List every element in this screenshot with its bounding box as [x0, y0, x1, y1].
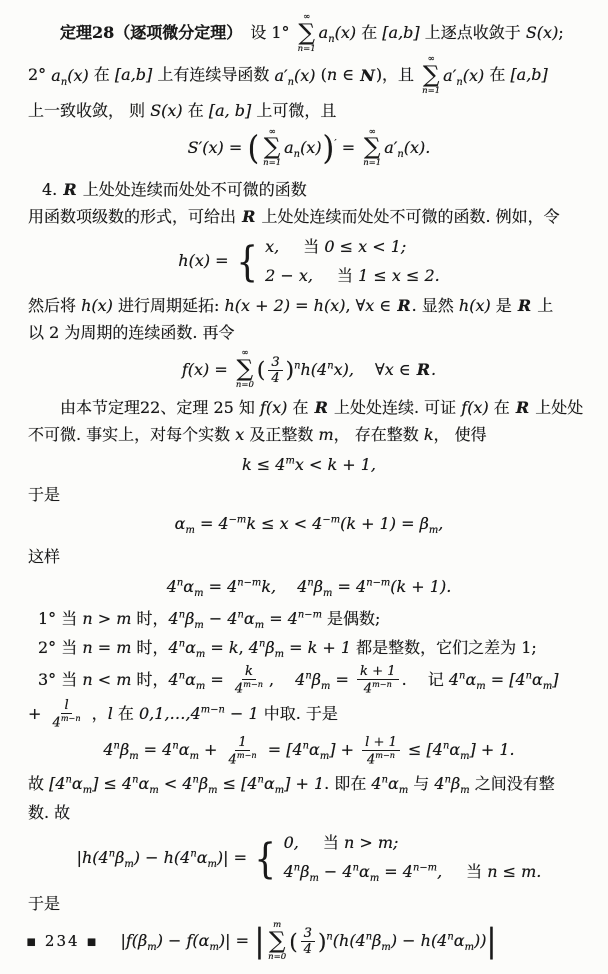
brace-icon: {: [236, 236, 258, 286]
text-line: + $\frac{l}{4^{m-n}}$ ，l 在 $0,1,\dots,4^{m-n} - 1$ 中取. 于是: [28, 697, 338, 731]
text-line: 于是: [28, 894, 61, 914]
formula-line: $|f(\beta_m) - f(\alpha_m)|$ = | m ∑ n=0 ( $\frac{3}{4}$ )$^n(h(4^n\beta_m) - h(4^n\alpha_m))|$: [120, 920, 497, 962]
text-line: 用函数项级数的形式，可给出 R 上处处连续而处处不可微的函数. 例如，令: [28, 206, 560, 226]
text-line: 这样: [28, 546, 61, 566]
text-line: 由本节定理22、定理 25 知 f(x) 在 R 上处处连续. 可证 f(x) 在 R 上处处: [60, 397, 584, 417]
fraction: $\frac{l + 1}{4^{m-n}}$: [362, 735, 400, 768]
text-line: 于是: [28, 484, 61, 504]
text-line: 故 $[4^n\alpha_m] \le 4^n\alpha_m < 4^n\beta_m \le [4^n\alpha_m] + 1$. 即在 $4^n\alpha_m$ 与 $4^n\beta_m$ 之间没有整: [28, 774, 555, 797]
text-line: 2° 当 n = m 时，$4^n\alpha_m = k$, $4^n\beta_m = k + 1$ 都是整数，它们之差为 1;: [38, 638, 537, 661]
text-line: 4. R 上处处连续而处处不可微的函数: [42, 180, 307, 200]
fraction: $\frac{k + 1}{4^{m-n}}$: [357, 664, 399, 697]
piecewise-cases: { x, 当 0 ≤ x < 1; 2 − x, 当 1 ≤ x ≤ 2.: [236, 236, 440, 286]
fraction: $\frac{3}{4}$: [268, 355, 282, 386]
summation-symbol: m ∑ n=0: [268, 920, 287, 962]
text-line: 然后将 h(x) 进行周期延拓: h(x + 2) = h(x), ∀x ∈ R. 显然 h(x) 是 R 上: [28, 295, 554, 315]
fraction: $\frac{3}{4}$: [301, 926, 315, 957]
text-line: 定理28（逐项微分定理） 设 1° ∞ ∑ n=1 $a_n(x)$ 在 [a,b] 上逐点收敛于 S(x);: [60, 12, 564, 54]
formula-line: $\alpha_m = 4^{-m}k \le x < 4^{-m}(k + 1) = \beta_m$,: [174, 514, 444, 537]
formula-line: $|h(4^n\beta_m) - h(4^n\alpha_m)|$ = { 0, 当 n > m; $4^n\beta_m - 4^n\alpha_m = 4^{n-m}$, 当 n ≤ m.: [28, 830, 590, 887]
summation-symbol: ∞ ∑ n=1: [363, 126, 382, 169]
summation-symbol: ∞ ∑ n=1: [297, 12, 316, 54]
summation-symbol: ∞ ∑ n=0: [235, 348, 254, 391]
formula-line: h(x) = { x, 当 0 ≤ x < 1; 2 − x, 当 1 ≤ x ≤ 2.: [28, 234, 590, 289]
formula-line: f(x) = ∞ ∑ n=0 ( $\frac{3}{4}$ )$^n$h(4$^n$x), ∀x ∈ R.: [181, 348, 437, 391]
summation-symbol: ∞ ∑ n=1: [263, 126, 282, 169]
text-line: 上一致收敛， 则 S(x) 在 [a, b] 上可微，且: [28, 100, 337, 120]
text-line: 数. 故: [28, 803, 71, 823]
formula-line: $4^n\beta_m = 4^n\alpha_m$ + $\frac{1}{4^{m-n}}$ = $[4^n\alpha_m]$ + $\frac{l + 1}{4^{m-n}}$ ≤ $[4^n\alpha_m] + 1$.: [103, 734, 515, 767]
formula-line: $k \le 4^mx < k + 1$,: [242, 454, 376, 474]
fraction: $\frac{k}{4^{m-n}}$: [234, 664, 263, 697]
text-line: 不可微. 事实上，对每个实数 x 及正整数 m， 存在整数 k， 使得: [28, 424, 487, 444]
summation-symbol: ∞ ∑ n=1: [422, 54, 441, 96]
formula-line: S′(x) = ( ∞ ∑ n=1 $a_n(x))'$ = ∞ ∑ n=1 $a'_n(x)$.: [187, 126, 431, 169]
text-line: 1° 当 n > m 时，$4^n\beta_m - 4^n\alpha_m = 4^{n-m}$ 是偶数;: [38, 608, 381, 632]
fraction: $\frac{l}{4^{m-n}}$: [52, 697, 81, 731]
brace-icon: {: [254, 834, 276, 884]
formula-line: $4^n\alpha_m = 4^{n-m}k$, $4^n\beta_m = 4^{n-m}(k + 1)$.: [166, 576, 452, 599]
text-line: 以 2 为周期的连续函数. 再令: [28, 322, 235, 342]
page-number: ▪ 234 ▪: [26, 932, 99, 950]
fraction: $\frac{1}{4^{m-n}}$: [228, 734, 257, 767]
text-line: 2° $a_n(x)$ 在 [a,b] 上有连续导函数 $a'_n(x)$ (n ∈ N)，且 ∞ ∑ n=1 $a'_n(x)$ 在 [a,b]: [28, 54, 548, 96]
piecewise-cases: { 0, 当 n > m; $4^n\beta_m - 4^n\alpha_m = 4^{n-m}$, 当 n ≤ m.: [254, 833, 542, 885]
text-line: 3° 当 n < m 时，$4^n\alpha_m$ = $\frac{k}{4^{m-n}}$ , $4^n\beta_m$ = $\frac{k + 1}{4^{m-n}}$ . 记 $4^n\alpha_m = [4^n\alpha_m]$: [38, 664, 559, 697]
page-content: [28, 13, 590, 963]
